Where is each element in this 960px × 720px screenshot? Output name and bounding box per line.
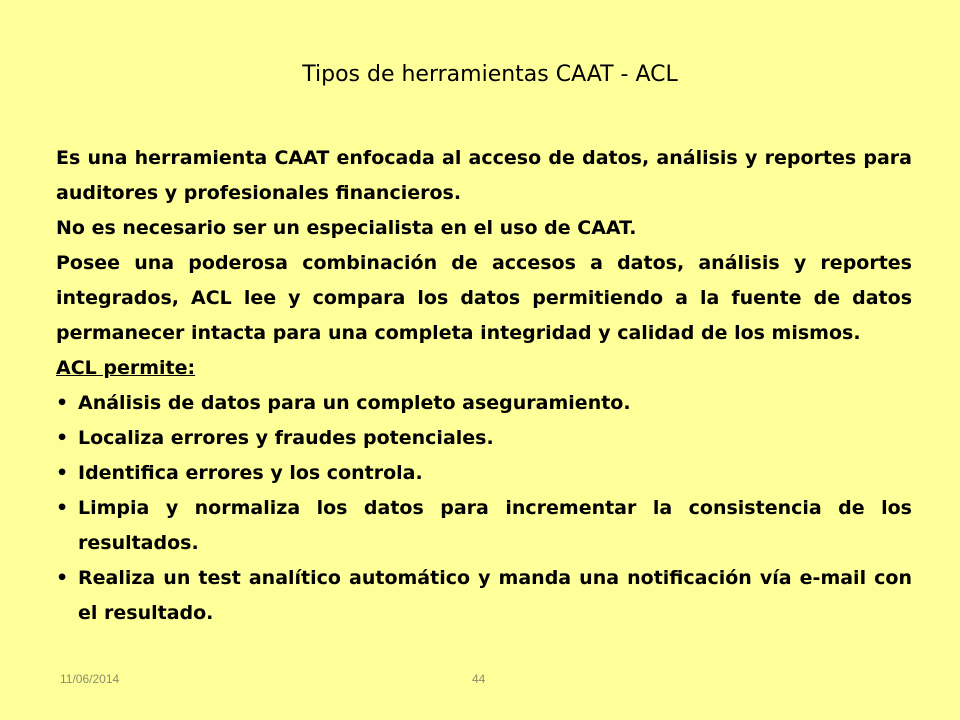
list-item xyxy=(56,421,912,456)
list-item-text: Localiza errores y fraudes potenciales. xyxy=(78,427,494,449)
paragraph-combination: Posee una poderosa combinación de accesos a datos, análisis y reportes integrados, ACL lee y compara los datos permitiendo a la fuente de datos permanecer intacta para una completa integridad y calidad de los mismos. xyxy=(56,252,912,344)
bullet-icon: • xyxy=(56,392,69,414)
bullet-icon: • xyxy=(56,497,69,519)
list-item-text: Realiza un test analítico automático y manda una notificación vía e-mail con el resultado. xyxy=(78,567,912,624)
list-item-text: Identifica errores y los controla. xyxy=(78,462,423,484)
list-item xyxy=(56,561,912,631)
list-item-text: Análisis de datos para un completo aseguramiento. xyxy=(78,392,631,414)
list-item-text: Limpia y normaliza los datos para incrementar la consistencia de los resultados. xyxy=(78,497,912,554)
bullet-icon: • xyxy=(56,462,69,484)
paragraph-intro: Es una herramienta CAAT enfocada al acceso de datos, análisis y reportes para auditores y profesionales financieros. xyxy=(56,147,912,204)
footer-page-number: 44 xyxy=(472,672,486,686)
bullet-icon: • xyxy=(56,567,69,589)
slide-body xyxy=(56,141,912,631)
list-item xyxy=(56,491,912,561)
list-item xyxy=(56,386,912,421)
bullet-icon: • xyxy=(56,427,69,449)
bullet-list xyxy=(56,386,912,631)
footer-date: 11/06/2014 xyxy=(60,672,120,686)
list-item xyxy=(56,456,912,491)
paragraph-specialist: No es necesario ser un especialista en el uso de CAAT. xyxy=(56,217,637,239)
list-heading: ACL permite: xyxy=(56,357,196,379)
slide-title: Tipos de herramientas CAAT - ACL xyxy=(302,62,678,87)
